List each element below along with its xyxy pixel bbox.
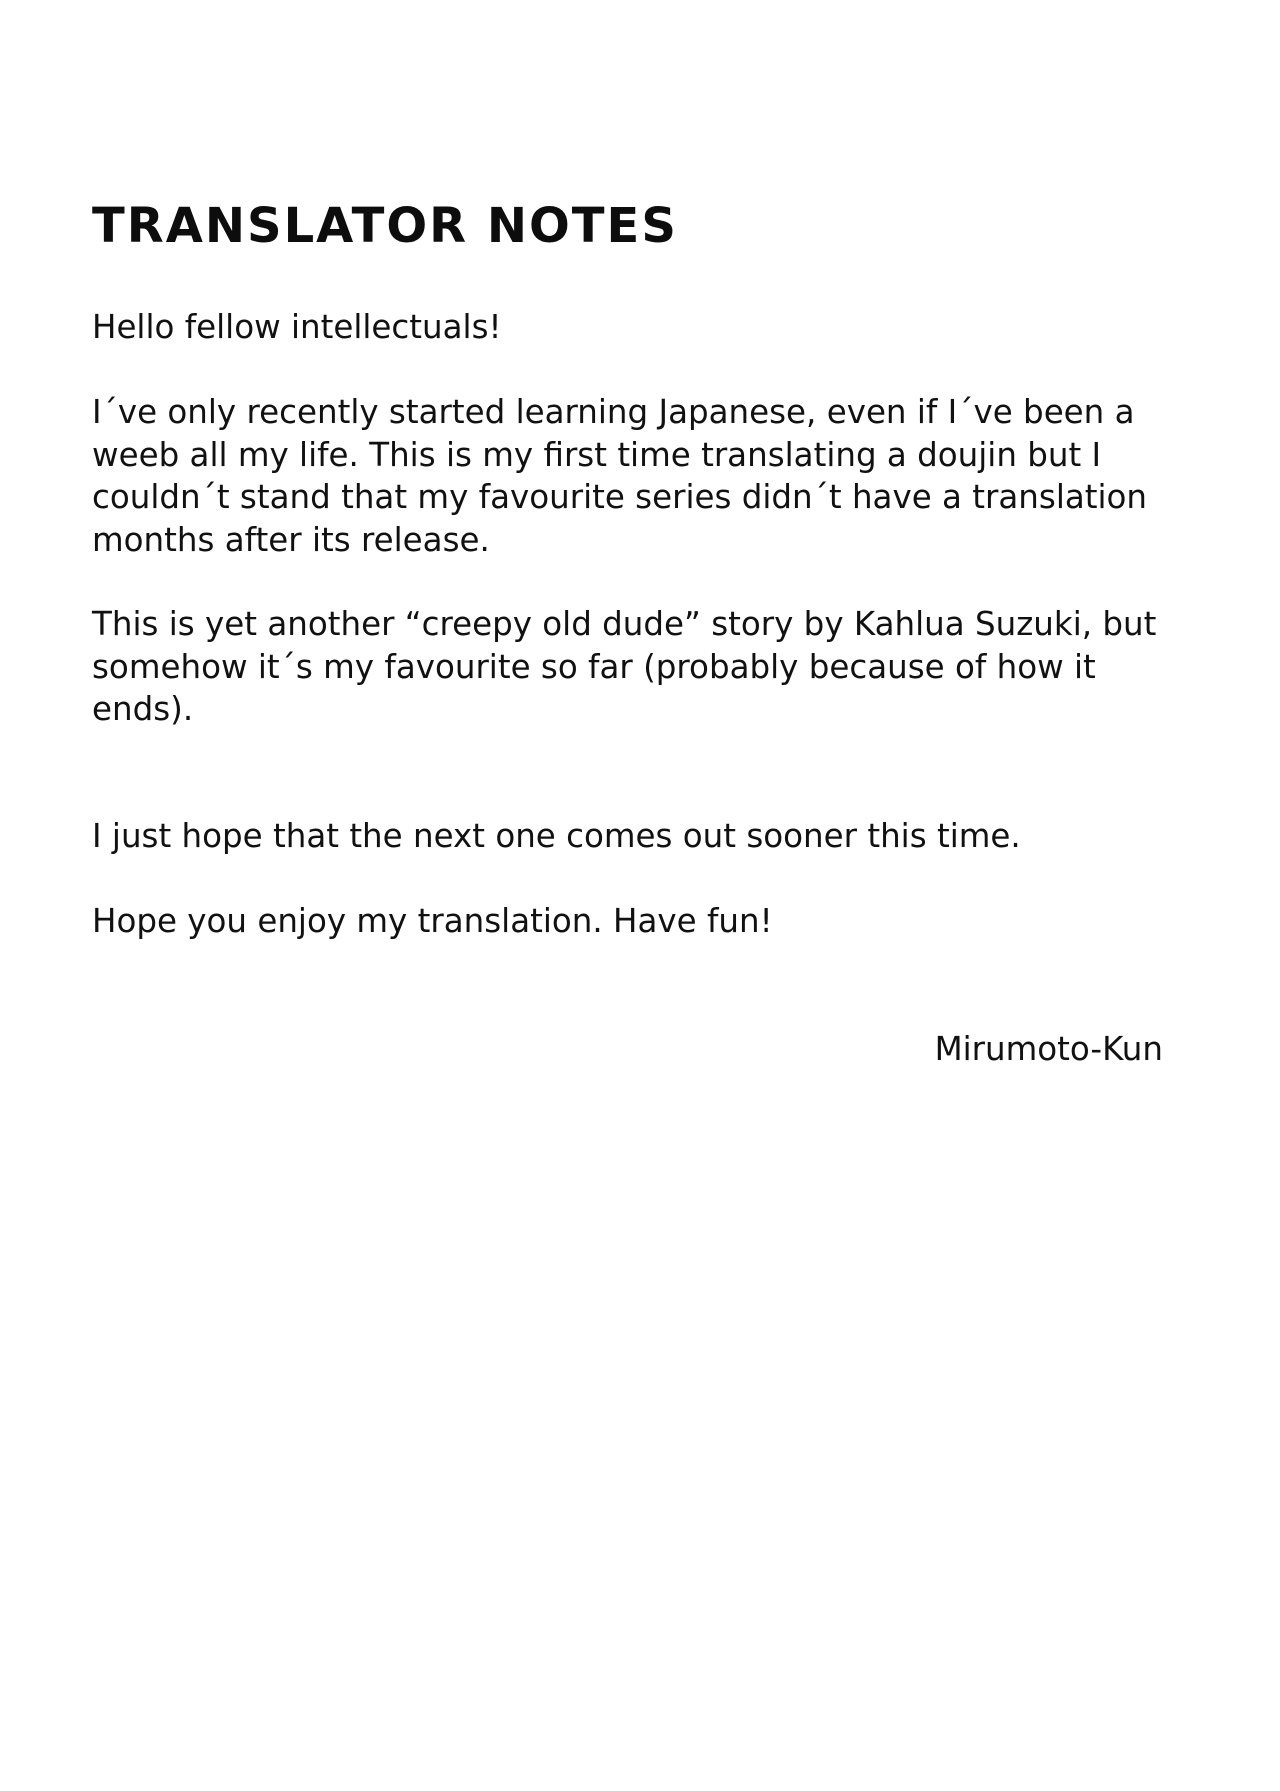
- intro-paragraph: I´ve only recently started learning Japanese, even if I´ve been a weeb all my life. This is my first time translating a doujin but I couldn´t stand that my favourite series didn´t have a translation months after its release.: [92, 393, 1148, 559]
- hope-paragraph: I just hope that the next one comes out sooner this time.: [92, 817, 1021, 855]
- story-paragraph: This is yet another “creepy old dude” story by Kahlua Suzuki, but somehow it´s my favourite so far (probably because of how it ends).: [92, 605, 1157, 728]
- page-title: TRANSLATOR NOTES: [92, 198, 678, 254]
- signature: Mirumoto-Kun: [934, 1030, 1163, 1068]
- greeting-paragraph: Hello fellow intellectuals!: [92, 308, 502, 346]
- closing-paragraph: Hope you enjoy my translation. Have fun!: [92, 902, 773, 940]
